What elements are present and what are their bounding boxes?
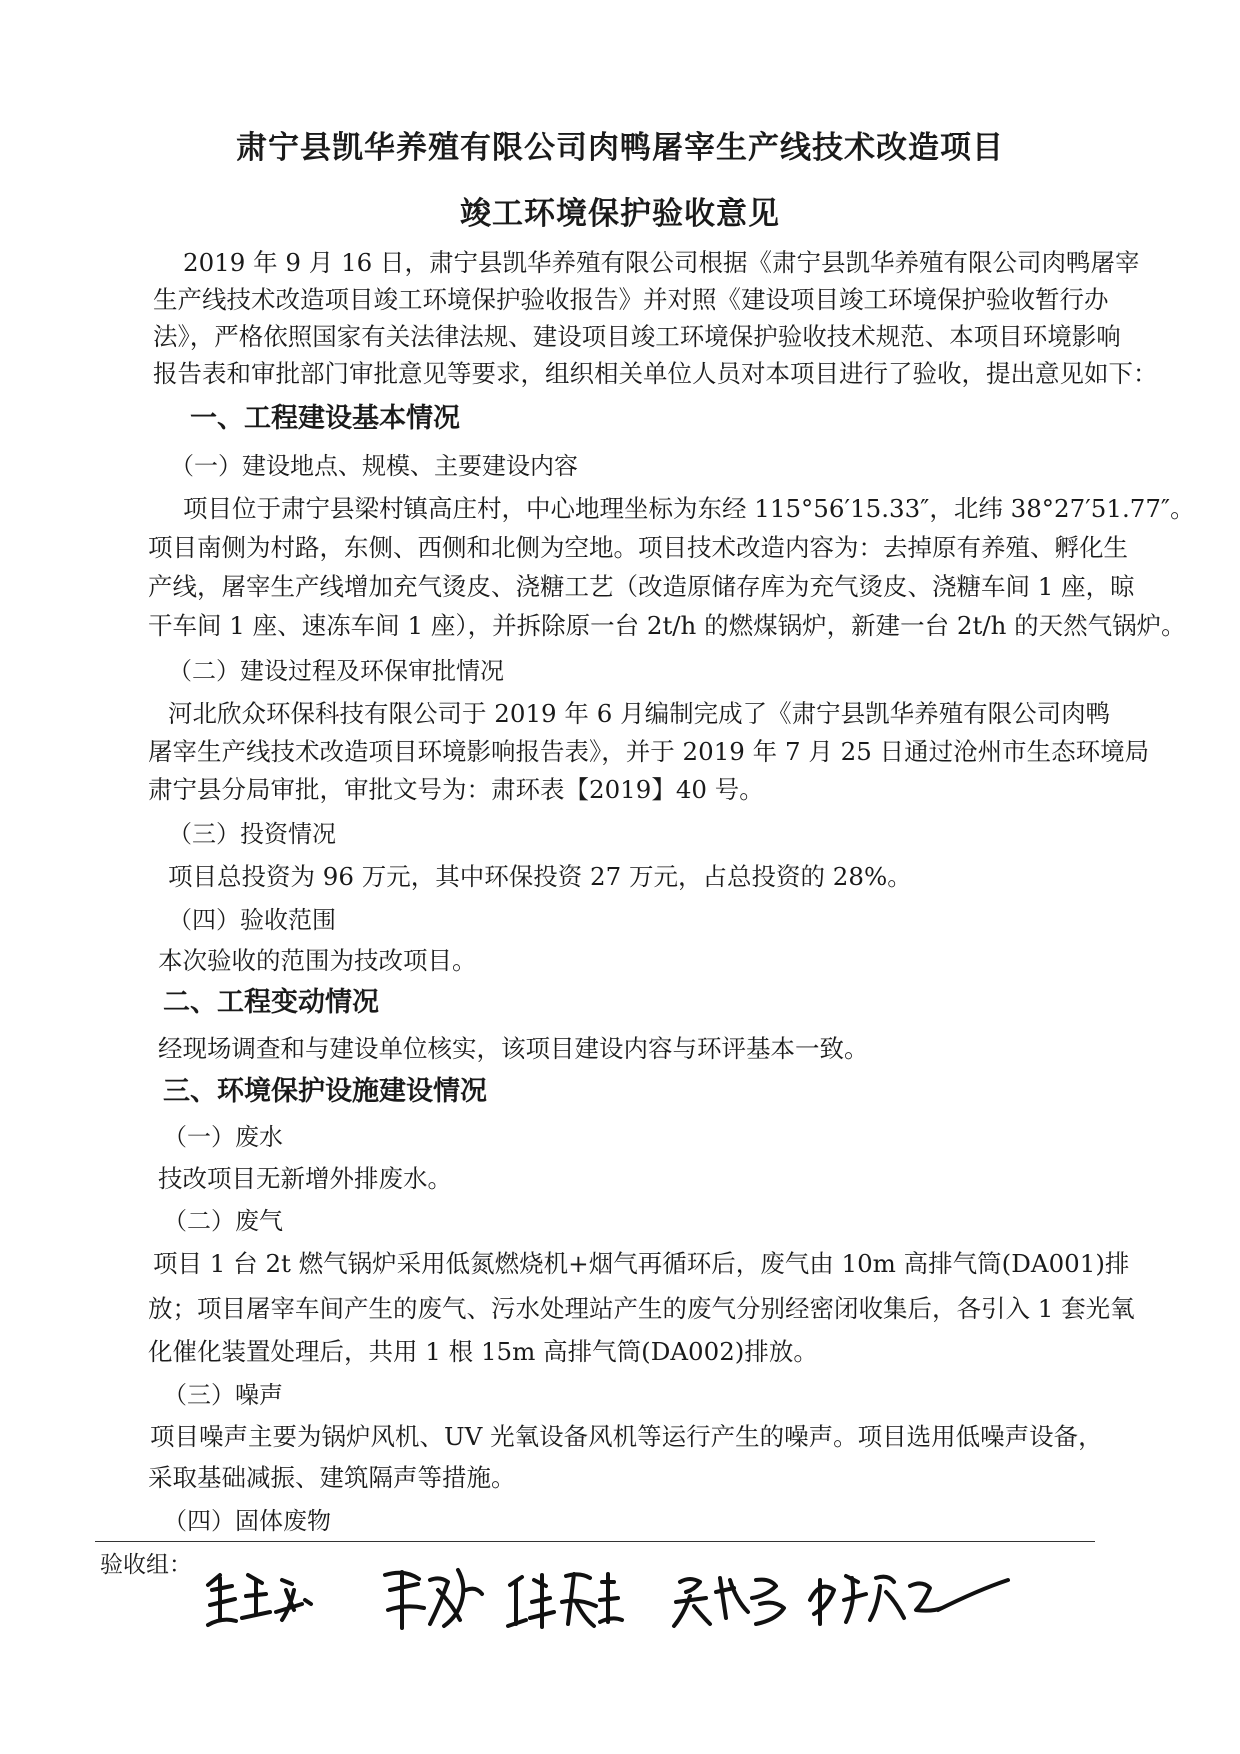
section-1-sub1-line-2: 项目南侧为村路，东侧、西侧和北侧为空地。项目技术改造内容为：去掉原有养殖、孵化生 <box>148 533 1128 562</box>
section-1-sub2-line-2: 屠宰生产线技术改造项目环境影响报告表》，并于 2019 年 7 月 25 日通过沧州市生态环境局 <box>148 737 1150 766</box>
document-title-line2: 竣工环境保护验收意见 <box>460 196 780 232</box>
section-1-sub2-heading: （二）建设过程及环保审批情况 <box>168 657 504 685</box>
section-3-sub2-line-3: 化催化装置处理后，共用 1 根 15m 高排气筒(DA002)排放。 <box>148 1337 818 1366</box>
section-3-sub4-heading: （四）固体废物 <box>163 1507 331 1535</box>
section-1-sub1-line-1: 项目位于肃宁县梁村镇高庄村，中心地理坐标为东经 115°56′15.33″，北纬 38°27′51.77″。 <box>183 494 1195 523</box>
intro-line-4: 报告表和审批部门审批意见等要求，组织相关单位人员对本项目进行了验收，提出意见如下： <box>153 359 1158 388</box>
section-3-sub3-line-1: 项目噪声主要为锅炉风机、UV 光氧设备风机等运行产生的噪声。项目选用低噪声设备， <box>150 1422 1103 1451</box>
section-1-sub4-line-1: 本次验收的范围为技改项目。 <box>158 946 477 975</box>
section-1-sub1-line-4: 干车间 1 座、速冻车间 1 座），并拆除原一台 2t/h 的燃煤锅炉，新建一台 2t/h 的天然气锅炉。 <box>148 611 1186 640</box>
document-title-line1: 肃宁县凯华养殖有限公司肉鸭屠宰生产线技术改造项目 <box>236 130 1004 166</box>
section-2-heading: 二、工程变动情况 <box>163 987 379 1018</box>
handwritten-signatures <box>190 1530 1090 1660</box>
signature-4 <box>674 1578 784 1626</box>
section-1-sub2-line-1: 河北欣众环保科技有限公司于 2019 年 6 月编制完成了《肃宁县凯华养殖有限公司肉鸭 <box>168 699 1111 728</box>
signature-2 <box>385 1570 482 1628</box>
intro-line-2: 生产线技术改造项目竣工环境保护验收报告》并对照《建设项目竣工环境保护验收暂行办 <box>153 285 1109 314</box>
intro-line-1: 2019 年 9 月 16 日，肃宁县凯华养殖有限公司根据《肃宁县凯华养殖有限公司肉鸭屠宰 <box>183 248 1140 277</box>
section-3-sub2-heading: （二）废气 <box>163 1207 283 1235</box>
section-3-sub2-line-1: 项目 1 台 2t 燃气锅炉采用低氮燃烧机+烟气再循环后，废气由 10m 高排气筒(DA001)排 <box>153 1249 1130 1278</box>
section-1-sub4-heading: （四）验收范围 <box>168 906 336 934</box>
section-1-heading: 一、工程建设基本情况 <box>190 403 460 434</box>
section-1-sub2-line-3: 肃宁县分局审批，审批文号为：肃环表【2019】40 号。 <box>148 775 764 804</box>
section-1-sub1-line-3: 产线，屠宰生产线增加充气烫皮、浇糖工艺（改造原储存库为充气烫皮、浇糖车间 1 座，晾 <box>148 572 1135 601</box>
section-3-sub1-heading: （一）废水 <box>163 1123 283 1151</box>
section-1-sub3-heading: （三）投资情况 <box>168 820 336 848</box>
intro-line-3: 法》，严格依照国家有关法律法规、建设项目竣工环境保护验收技术规范、本项目环境影响 <box>153 322 1121 351</box>
signature-5 <box>810 1576 1008 1624</box>
section-1-sub1-heading: （一）建设地点、规模、主要建设内容 <box>170 452 578 480</box>
section-1-sub3-line-1: 项目总投资为 96 万元，其中环保投资 27 万元，占总投资的 28%。 <box>168 862 912 891</box>
section-3-sub1-line-1: 技改项目无新增外排废水。 <box>158 1164 452 1193</box>
section-3-sub3-heading: （三）噪声 <box>163 1381 283 1409</box>
section-3-heading: 三、环境保护设施建设情况 <box>163 1076 487 1107</box>
signature-3 <box>508 1574 622 1627</box>
section-3-sub3-line-2: 采取基础减振、建筑隔声等措施。 <box>148 1463 516 1492</box>
section-3-sub2-line-2: 放；项目屠宰车间产生的废气、污水处理站产生的废气分别经密闭收集后，各引入 1 套光氧 <box>148 1294 1135 1323</box>
section-2-line-1: 经现场调查和与建设单位核实，该项目建设内容与环评基本一致。 <box>158 1034 869 1063</box>
signature-1 <box>208 1575 311 1625</box>
acceptance-group-label: 验收组： <box>100 1552 192 1578</box>
